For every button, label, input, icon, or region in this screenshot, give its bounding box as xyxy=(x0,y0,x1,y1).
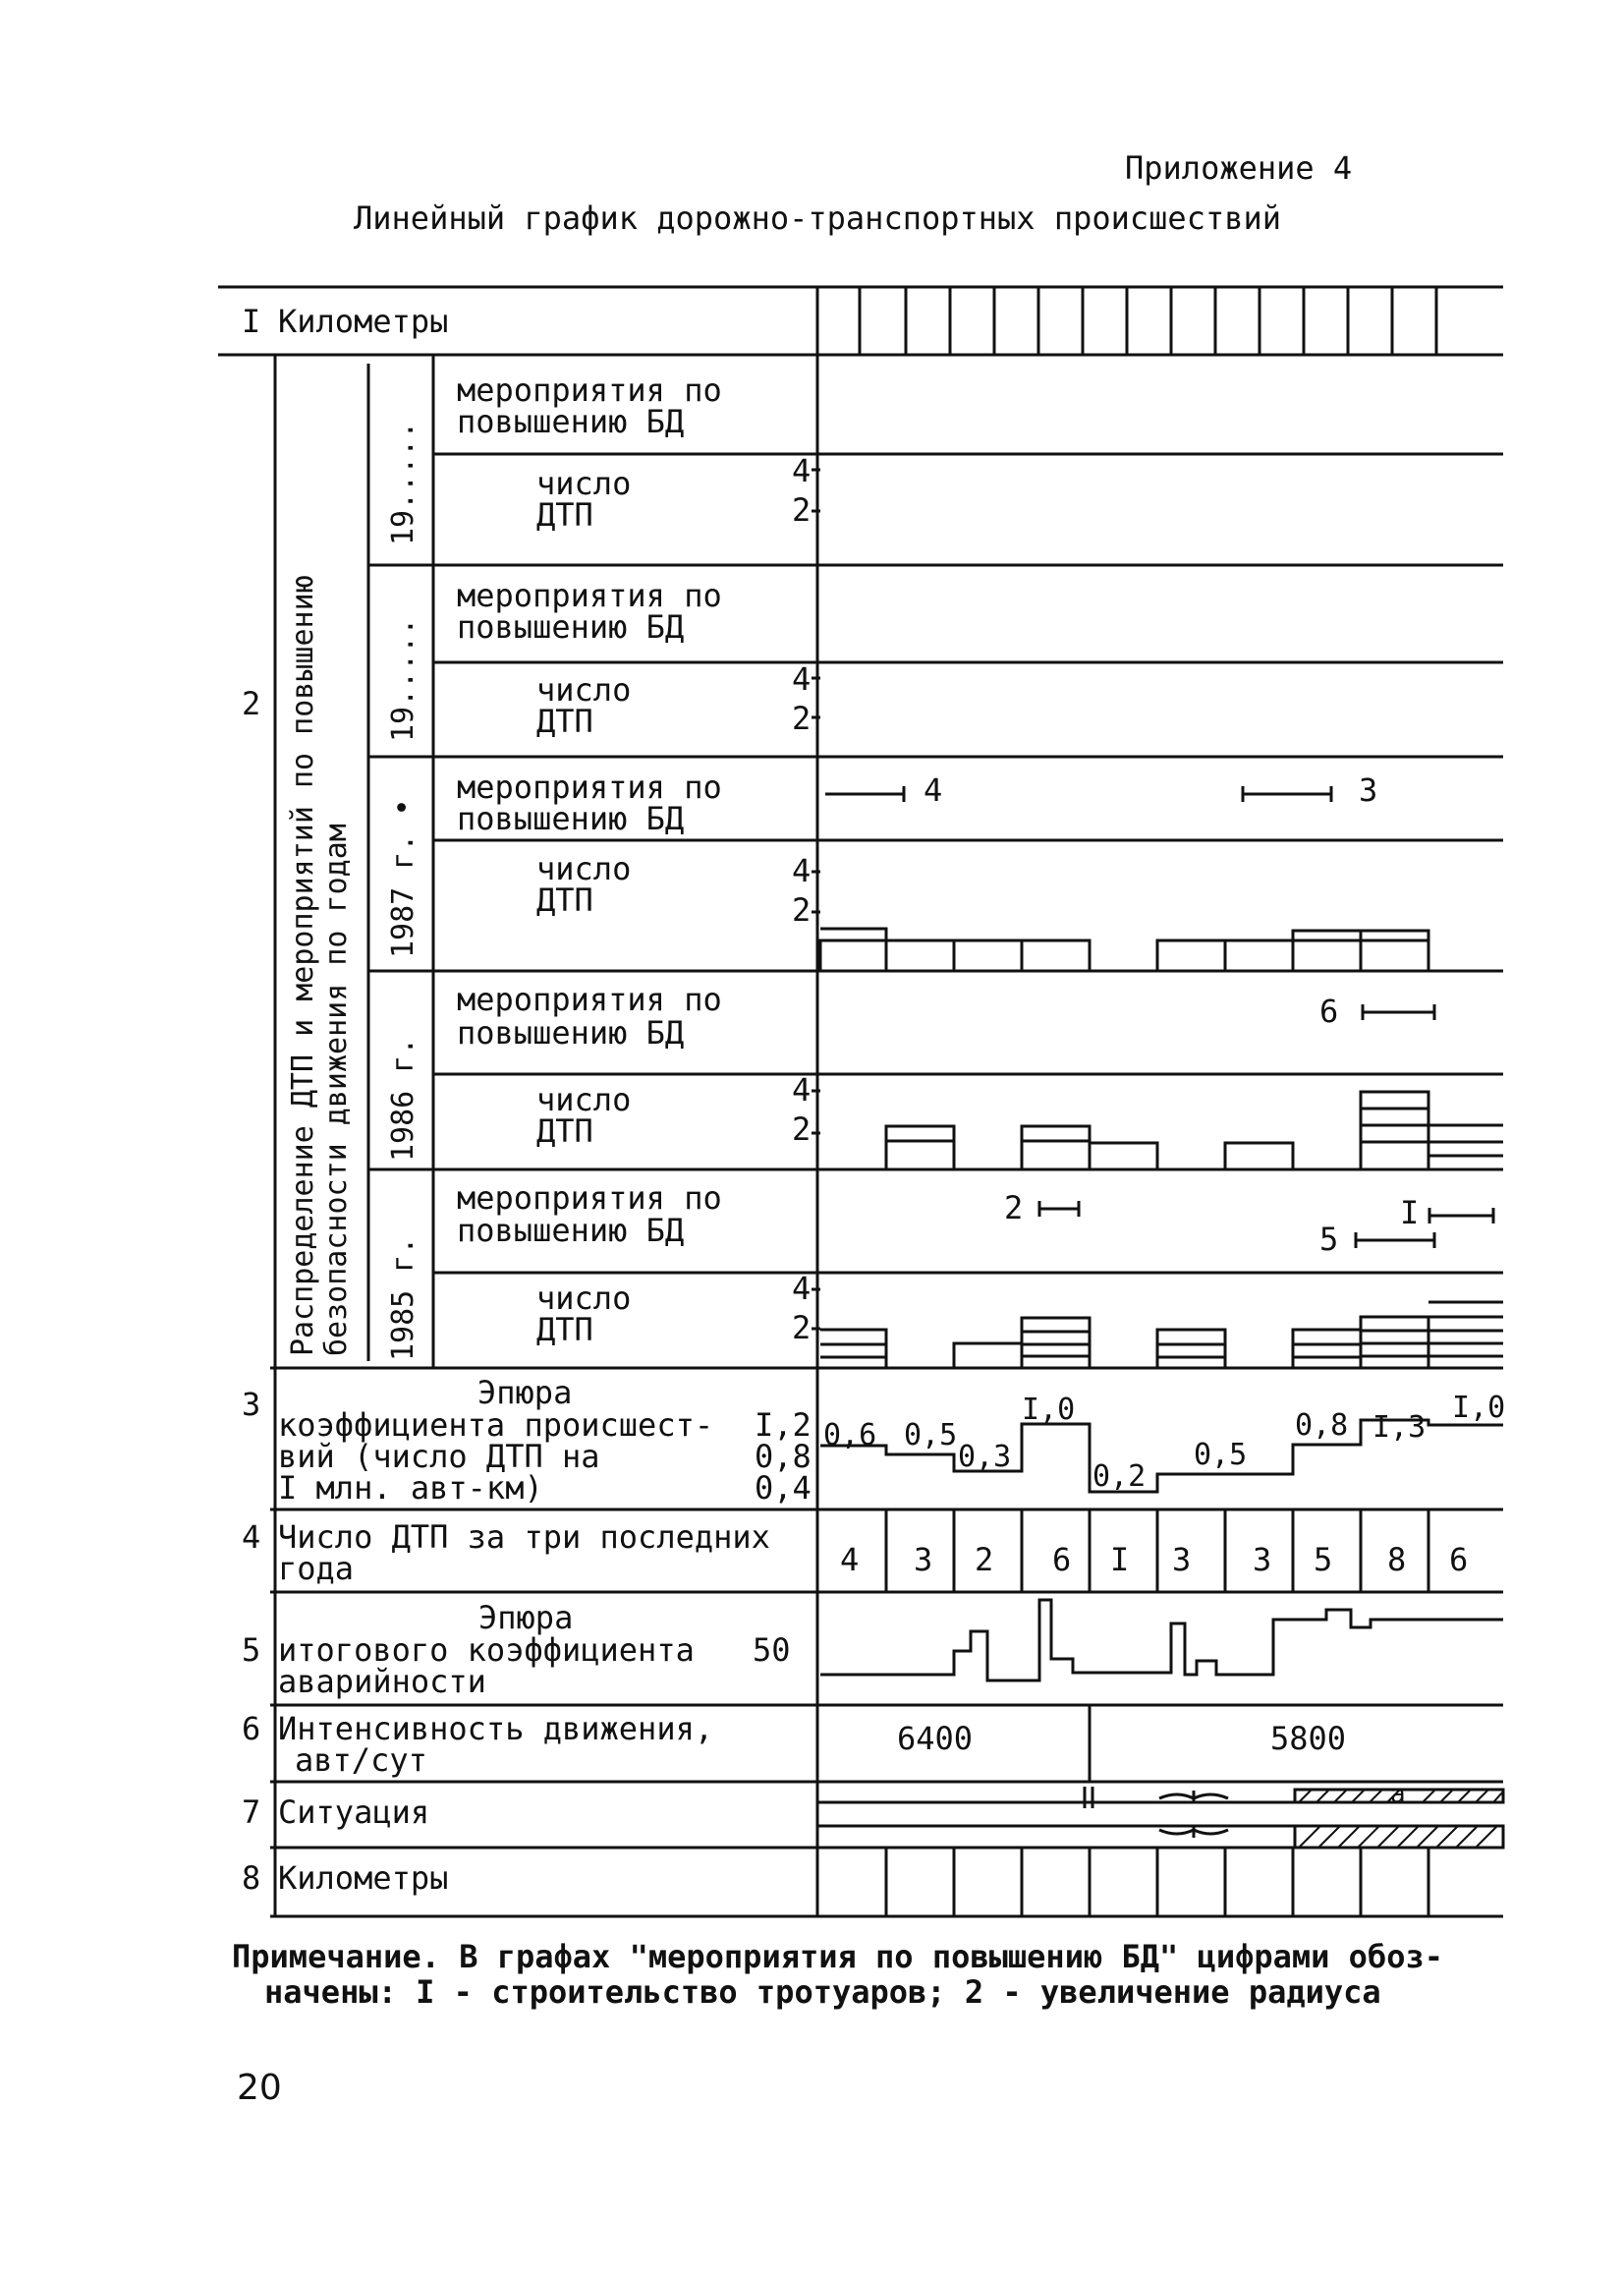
row-3-label-2: коэффициента происшест- xyxy=(278,1406,714,1444)
block-5-measures-1: мероприятия по xyxy=(457,1179,722,1217)
row-4-label-1: Число ДТП за три последних xyxy=(278,1518,770,1556)
row-1-number: I xyxy=(242,303,261,340)
intensity-section-2: 5800 xyxy=(1270,1720,1347,1757)
row-6-label-2: авт/сут xyxy=(295,1741,427,1779)
block-1-scale-lo: 2 xyxy=(792,491,812,529)
coef-label-4: I,0 xyxy=(1022,1393,1076,1427)
block-2-scale-lo: 2 xyxy=(792,700,812,737)
coef-label-2: 0,5 xyxy=(904,1418,958,1452)
row-4-number: 4 xyxy=(242,1518,261,1556)
note-line-2: начены: I - строительство тротуаров; 2 - увеличение радиуса xyxy=(264,1973,1381,2011)
block-2-count-2: ДТП xyxy=(536,703,593,740)
block-2-measures-1: мероприятия по xyxy=(457,577,722,614)
row-3-label-1: Эпюра xyxy=(477,1374,573,1411)
dtp3-km-7: 3 xyxy=(1253,1541,1272,1578)
block-5-scale-hi: 4 xyxy=(792,1270,812,1307)
row-6-number: 6 xyxy=(242,1710,261,1747)
appendix-label: Приложение 4 xyxy=(1125,149,1353,187)
dtp3-km-10: 6 xyxy=(1449,1541,1469,1578)
measure-mark-1986-a: 6 xyxy=(1319,993,1339,1030)
block-4-scale-hi: 4 xyxy=(792,1071,812,1109)
dtp3-km-2: 3 xyxy=(914,1541,933,1578)
year-label-3: 1987 г. • xyxy=(386,798,420,958)
block-4-measures-1: мероприятия по xyxy=(457,981,722,1018)
row-3-label-4: I млн. авт-км) xyxy=(278,1469,543,1507)
block-5-measures-2: повышению БД xyxy=(457,1212,685,1249)
measure-mark-1985-c: 5 xyxy=(1319,1221,1339,1258)
coef-label-6: 0,5 xyxy=(1194,1438,1248,1472)
block-3-measures-2: повышению БД xyxy=(457,800,685,837)
dtp-histogram-1986 xyxy=(886,1092,1503,1169)
measure-mark-1987-a: 4 xyxy=(924,771,943,809)
block-3-scale-hi: 4 xyxy=(792,852,812,889)
situation-mark: а xyxy=(1390,1780,1406,1809)
block-1-count-2: ДТП xyxy=(536,496,593,534)
row-2-vertical-label-1: Распределение ДТП и мероприятий по повышению xyxy=(286,575,320,1356)
block-5-count-1: число xyxy=(536,1280,632,1317)
row-3-scale-mid: 0,8 xyxy=(755,1438,812,1475)
block-4-scale-lo: 2 xyxy=(792,1110,812,1148)
dtp3-km-9: 8 xyxy=(1387,1541,1407,1578)
row-5-number: 5 xyxy=(242,1631,261,1669)
row-7-label: Ситуация xyxy=(278,1793,430,1831)
block-5-scale-lo: 2 xyxy=(792,1309,812,1346)
block-1-measures-1: мероприятия по xyxy=(457,371,722,409)
note-line-1: Примечание. В графах "мероприятия по повышению БД" цифрами обоз- xyxy=(232,1938,1443,1975)
coef-label-8: I,3 xyxy=(1372,1410,1427,1445)
year-label-2: 19..... xyxy=(386,617,420,742)
block-2-count-1: число xyxy=(536,671,632,709)
dtp3-km-8: 5 xyxy=(1314,1541,1333,1578)
dtp3-km-5: I xyxy=(1110,1541,1130,1578)
block-1-count-1: число xyxy=(536,465,632,502)
block-1-measures-2: повышению БД xyxy=(457,403,685,440)
block-4-count-2: ДТП xyxy=(536,1112,593,1150)
row-2-number: 2 xyxy=(242,685,261,722)
row-6-label-1: Интенсивность движения, xyxy=(278,1710,714,1747)
dtp-histogram-1985 xyxy=(820,1302,1503,1368)
dtp3-km-3: 2 xyxy=(975,1541,994,1578)
block-3-scale-lo: 2 xyxy=(792,891,812,929)
row-8-label: Километры xyxy=(278,1859,449,1897)
dtp3-km-1: 4 xyxy=(840,1541,860,1578)
row-3-scale-lo: 0,4 xyxy=(755,1469,812,1507)
final-coefficient-curve xyxy=(820,1600,1503,1680)
measure-mark-1985-b: I xyxy=(1400,1194,1420,1231)
dtp-histogram-1987 xyxy=(820,929,1428,971)
coef-label-9: I,0 xyxy=(1452,1391,1506,1425)
row-4-label-2: года xyxy=(278,1550,355,1587)
block-2-measures-2: повышению БД xyxy=(457,608,685,646)
row-3-label-3: вий (число ДТП на xyxy=(278,1438,600,1475)
dtp3-km-4: 6 xyxy=(1052,1541,1072,1578)
measure-mark-1985-a: 2 xyxy=(1004,1189,1024,1226)
block-2-scale-hi: 4 xyxy=(792,660,812,698)
row-5-label-3: аварийности xyxy=(278,1663,486,1700)
year-label-1: 19..... xyxy=(386,421,420,545)
intensity-section-1: 6400 xyxy=(897,1720,974,1757)
row-2-vertical-label-2: безопасности движения по годам xyxy=(319,824,354,1356)
year-label-4: 1986 г. xyxy=(386,1037,420,1162)
block-1-scale-hi: 4 xyxy=(792,452,812,489)
row-5-label-1: Эпюра xyxy=(478,1599,574,1636)
row-5-scale: 50 xyxy=(753,1631,791,1669)
page-title: Линейный график дорожно-транспортных происшествий xyxy=(354,199,1282,237)
year-label-5: 1985 г. xyxy=(386,1236,420,1361)
block-3-count-2: ДТП xyxy=(536,882,593,919)
block-3-measures-1: мероприятия по xyxy=(457,768,722,806)
row-3-number: 3 xyxy=(242,1386,261,1423)
row-3-scale-hi: I,2 xyxy=(755,1406,812,1444)
page-number: 20 xyxy=(237,2068,282,2108)
block-4-count-1: число xyxy=(536,1081,632,1118)
coef-label-3: 0,3 xyxy=(958,1440,1012,1474)
coef-label-5: 0,2 xyxy=(1092,1459,1147,1494)
block-5-count-2: ДТП xyxy=(536,1311,593,1348)
coef-label-7: 0,8 xyxy=(1295,1408,1349,1443)
block-4-measures-2: повышению БД xyxy=(457,1014,685,1052)
row-8-number: 8 xyxy=(242,1859,261,1897)
block-3-count-1: число xyxy=(536,850,632,887)
dtp3-km-6: 3 xyxy=(1172,1541,1192,1578)
row-5-label-2: итогового коэффициента xyxy=(278,1631,695,1669)
row-1-label: Километры xyxy=(278,303,449,340)
measure-mark-1987-b: 3 xyxy=(1359,771,1378,809)
row-7-number: 7 xyxy=(242,1793,261,1831)
coef-label-1: 0,6 xyxy=(823,1418,877,1452)
